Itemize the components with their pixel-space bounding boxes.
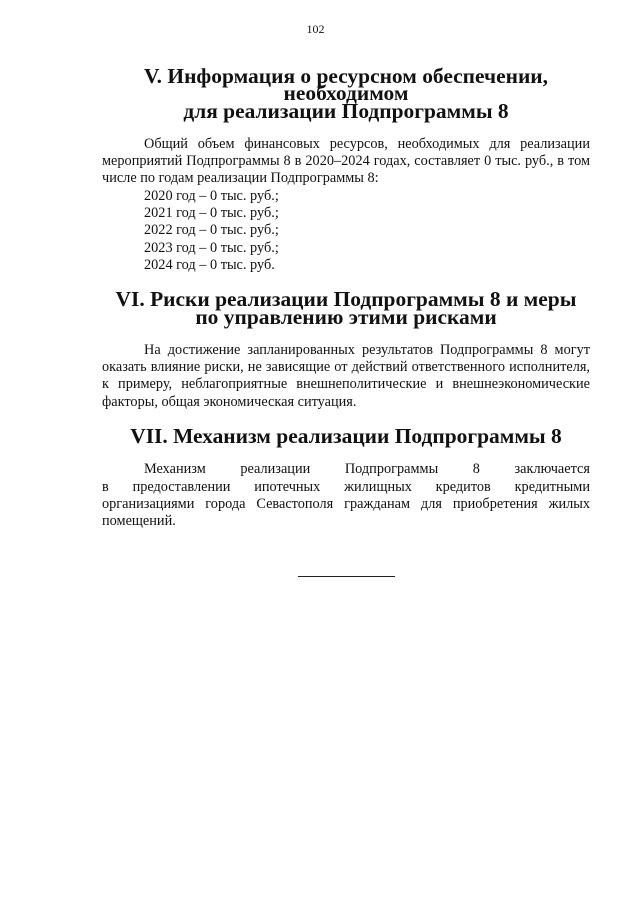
word: реализации	[240, 461, 311, 478]
funding-year-item: 2020 год – 0 тыс. руб.;	[144, 187, 279, 204]
section-7-heading	[102, 424, 590, 449]
section-6-heading-line-2: по управлению этими рисками	[195, 304, 497, 329]
document-body	[102, 64, 590, 531]
word: жилищных	[344, 478, 412, 495]
section-6-heading	[102, 287, 590, 329]
section-7-line-2	[102, 479, 590, 496]
end-of-document-rule	[298, 576, 395, 577]
page-number: 102	[306, 22, 325, 36]
funding-year-item: 2023 год – 0 тыс. руб.;	[144, 239, 279, 256]
funding-year-item: 2021 год – 0 тыс. руб.;	[144, 205, 279, 222]
section-7-heading-line: VII. Механизм реализации Подпрограммы 8	[130, 424, 562, 449]
section-5-heading	[102, 64, 590, 123]
word: Механизм	[144, 461, 206, 478]
section-6-paragraph: На достижение запланированных результатов Подпрограммы 8 могут оказать влияние риски, не зависящие от действий ответственного исполнителя, к примеру, неблагоприятные внешнеполитические и внешнеэкономические факторы, общая экономическая ситуация.	[102, 341, 590, 410]
funding-year-item: 2024 год – 0 тыс. руб.	[144, 256, 275, 273]
word: Подпрограммы	[344, 461, 439, 478]
word: ипотечных	[254, 478, 321, 495]
section-6-heading-line-1: VI. Риски реализации Подпрограммы 8 и меры	[115, 287, 577, 312]
word: заключается	[514, 461, 590, 478]
section-5-paragraph: Общий объем финансовых ресурсов, необходимых для реализации мероприятий Подпрограммы 8 в 2020–2024 годах, составляет 0 тыс. руб., в том числе по годам реализации Подпрограммы 8:	[102, 135, 590, 187]
word: кредитов	[435, 478, 491, 495]
word: 8	[472, 461, 480, 478]
word: кредитными	[514, 478, 590, 495]
section-7-line-1	[102, 461, 590, 478]
word: в	[102, 478, 109, 495]
section-7-rest: организациями города Севастополя гражданам для приобретения жилых помещений.	[102, 495, 590, 530]
section-7-paragraph	[102, 461, 590, 530]
word: предоставлении	[132, 478, 231, 495]
section-5-heading-line-2: для реализации Подпрограммы 8	[183, 98, 509, 123]
section-5-heading-line-1: V. Информация о ресурсном обеспечении, необходимом	[143, 64, 549, 106]
funding-year-item: 2022 год – 0 тыс. руб.;	[144, 222, 279, 239]
funding-by-year-list	[102, 188, 590, 274]
